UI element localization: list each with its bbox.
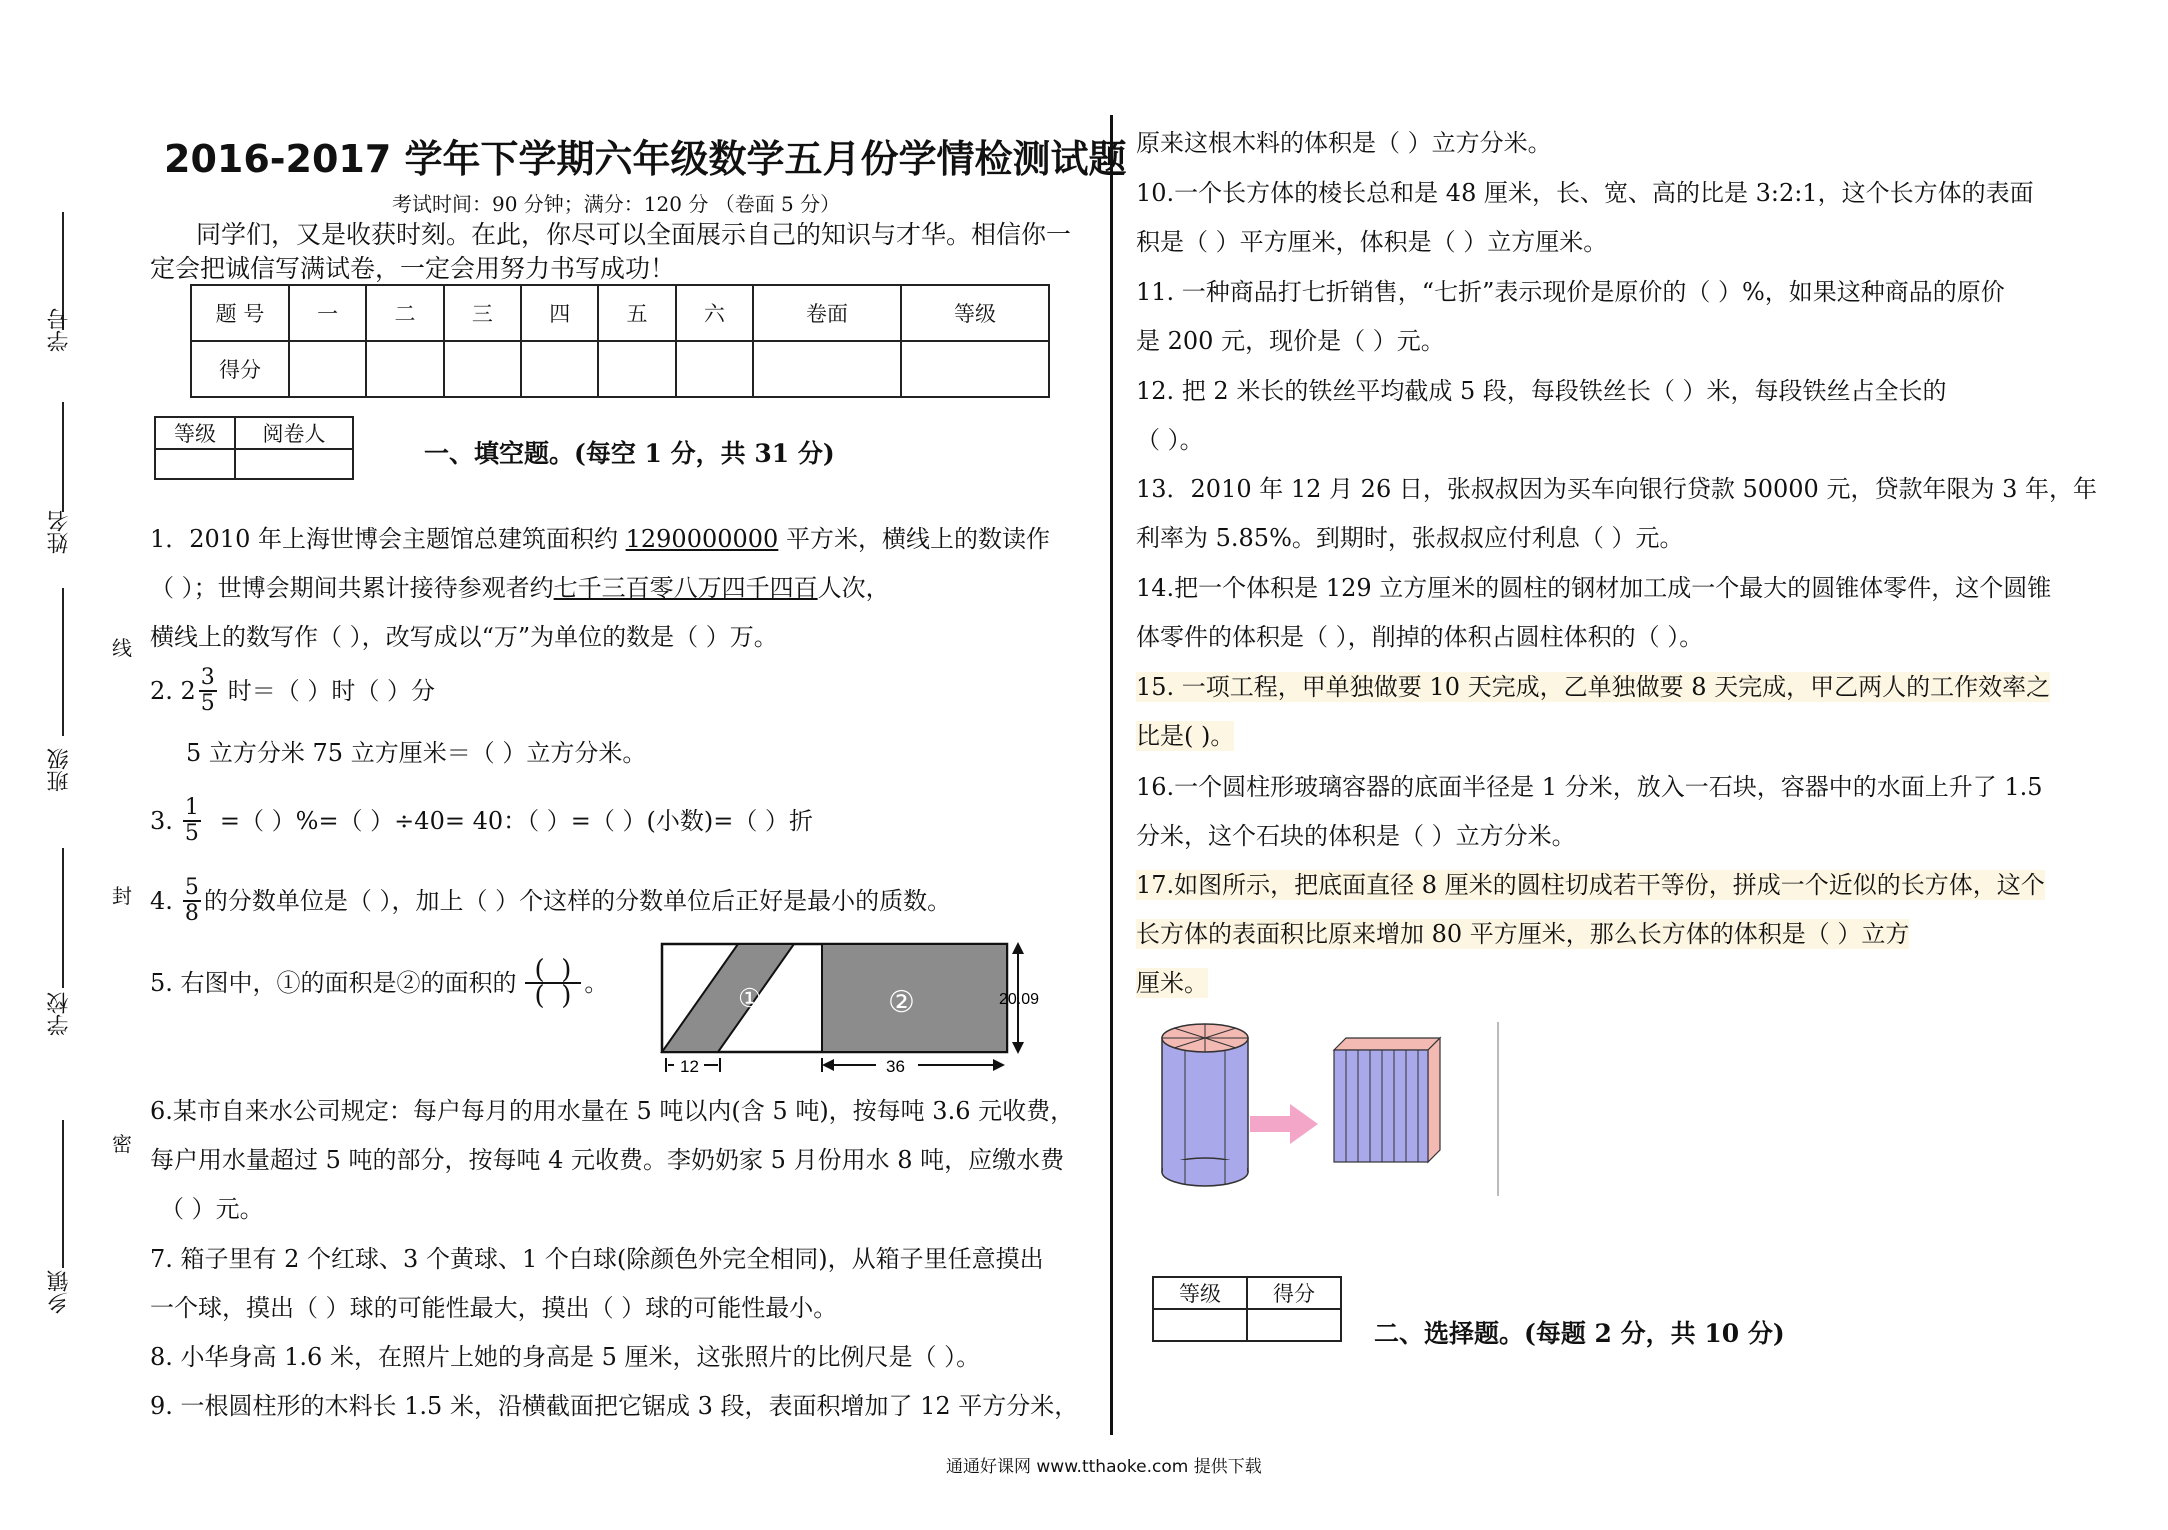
grader-table [154, 416, 354, 480]
q5-text-b: 。 [584, 969, 609, 997]
score-row-label: 得分 [191, 341, 289, 397]
question-1-line-1 [150, 524, 1050, 554]
q1-text-b: 平方米，横线上的数读作 [778, 525, 1050, 553]
score-grade-table [1152, 1276, 1342, 1342]
page-title: 2016-2017 学年下学期六年级数学五月份学情检测试题 [164, 137, 1127, 181]
q1-text-d: 人次， [817, 574, 890, 602]
q3-text-a: 3. [150, 807, 173, 835]
score-cell[interactable] [289, 341, 366, 397]
question-12-line-1: 12. 把 2 米长的铁丝平均截成 5 段，每段铁丝长（ ）米，每段铁丝占全长的 [1136, 377, 1947, 405]
table2-cell[interactable] [1153, 1309, 1247, 1341]
question-6-line-2: 每户用水量超过 5 吨的部分，按每吨 4 元收费。李奶奶家 5 月份用水 8 吨，应缴水费 [150, 1146, 1065, 1174]
school-line [62, 848, 64, 988]
q4-numerator: 5 [184, 875, 199, 900]
question-6-line-1: 6.某市自来水公司规定：每户每月的用水量在 5 吨以内(含 5 吨)，按每吨 3.6 元收费， [150, 1097, 1075, 1125]
score-header-4: 四 [521, 285, 598, 341]
question-2-line-1 [150, 666, 435, 716]
score-cell[interactable] [598, 341, 675, 397]
cylinder-body [1162, 1038, 1248, 1172]
q1-text-a: 1．2010 年上海世博会主题馆总建筑面积约 [150, 525, 626, 553]
score-header-3: 三 [444, 285, 521, 341]
question-13-line-2: 利率为 5.85%。到期时，张叔叔应付利息（ ）元。 [1136, 524, 1684, 552]
score-cell[interactable] [901, 341, 1049, 397]
q4-denominator: 8 [184, 901, 199, 926]
question-10-line-2: 积是（ ）平方厘米，体积是（ ）立方厘米。 [1136, 228, 1608, 256]
question-14-line-2: 体零件的体积是（ ），削掉的体积占圆柱体积的（ ）。 [1136, 623, 1704, 651]
q3-numerator: 1 [184, 795, 199, 820]
shape-2-label: ② [888, 985, 915, 1020]
q4-text-a: 4. [150, 887, 173, 915]
q2-fraction [199, 666, 217, 716]
seal-char-secret: 密 [112, 1132, 132, 1156]
table2-cell[interactable] [1247, 1309, 1341, 1341]
question-6-line-3: （ ）元。 [160, 1195, 264, 1223]
q3-fraction [183, 796, 201, 846]
grader-grade-label: 等级 [155, 417, 235, 449]
section-1-heading: 一、填空题。(每空 1 分，共 31 分) [424, 439, 835, 468]
grader-cell[interactable] [235, 449, 353, 479]
q4-text-b: 的分数单位是（ ），加上（ ）个这样的分数单位后正好是最小的质数。 [203, 887, 952, 915]
score-cell[interactable] [676, 341, 753, 397]
side-label-school: 学校 [47, 992, 72, 1036]
question-17-line-3: 厘米。 [1136, 969, 1208, 997]
q5-blank-fraction[interactable] [525, 955, 582, 1011]
footer-text: 通通好课网 www.tthaoke.com 提供下载 [946, 1457, 1262, 1477]
question-1-line-3: 横线上的数写作（ ），改写成以“万”为单位的数是（ ）万。 [150, 623, 778, 651]
question-16-line-1: 16.一个圆柱形玻璃容器的底面半径是 1 分米，放入一石块，容器中的水面上升了 1.5 [1136, 773, 2043, 801]
q2-numerator: 3 [200, 665, 215, 690]
seal-char-line: 线 [112, 636, 132, 660]
score-cell[interactable] [753, 341, 901, 397]
table2-score-label: 得分 [1247, 1277, 1341, 1309]
score-header-1: 一 [289, 285, 366, 341]
score-cell[interactable] [366, 341, 443, 397]
grader-name-label: 阅卷人 [235, 417, 353, 449]
height-arrow-head-top [1012, 942, 1024, 954]
side-label-town: 乡镇 [47, 1270, 72, 1314]
class-line [62, 588, 64, 736]
side-label-class: 班级 [47, 748, 72, 792]
q17-figure [1150, 1020, 1530, 1200]
q5-figure [656, 932, 1056, 1080]
q2-denominator: 5 [200, 691, 215, 716]
question-2-line-2: 5 立方分米 75 立方厘米＝（ ）立方分米。 [186, 739, 647, 767]
q2-text-a: 2. 2 [150, 677, 196, 705]
grader-cell[interactable] [155, 449, 235, 479]
intro-line-1: 同学们，又是收获时刻。在此，你尽可以全面展示自己的知识与才华。相信你一 [196, 220, 1072, 249]
question-7-line-1: 7. 箱子里有 2 个红球、3 个黄球、1 个白球(除颜色外完全相同)，从箱子里任意摸出 [150, 1245, 1044, 1273]
q3-text-b: =（ ）%=（ ）÷40= 40：（ ）=（ ）(小数)=（ ）折 [219, 807, 813, 835]
score-header-5: 五 [598, 285, 675, 341]
table2-grade-label: 等级 [1153, 1277, 1247, 1309]
q2-text-b: 时＝（ ）时（ ）分 [227, 677, 436, 705]
question-7-line-2: 一个球，摸出（ ）球的可能性最大，摸出（ ）球的可能性最小。 [150, 1294, 838, 1322]
question-13-line-1: 13．2010 年 12 月 26 日，张叔叔因为买车向银行贷款 50000 元，贷款年限为 3 年，年 [1136, 475, 2097, 503]
section-2-heading: 二、选择题。(每题 2 分，共 10 分) [1374, 1319, 1785, 1348]
question-12-line-2: （ ）。 [1136, 426, 1204, 454]
cuboid-front [1334, 1050, 1428, 1162]
q3-denominator: 5 [184, 821, 199, 846]
question-17-line-2: 长方体的表面积比原来增加 80 平方厘米，那么长方体的体积是（ ）立方 [1136, 920, 1910, 948]
side-label-name: 姓名 [47, 510, 72, 554]
width-label-12: 12 [680, 1057, 699, 1076]
transform-arrow [1250, 1104, 1318, 1144]
seal-char-seal: 封 [112, 884, 132, 908]
height-label: 20.09 [999, 991, 1040, 1008]
score-cell[interactable] [521, 341, 598, 397]
column-divider [1110, 115, 1113, 1435]
question-3 [150, 796, 813, 846]
height-arrow-head-bottom [1012, 1042, 1024, 1054]
q1-text-c: （ ）；世博会期间共累计接待参观者约 [150, 574, 554, 602]
name-line [62, 402, 64, 512]
question-1-line-2 [150, 573, 890, 603]
question-9-line-1: 9. 一根圆柱形的木料长 1.5 米，沿横截面把它锯成 3 段，表面积增加了 12 平方分米， [150, 1392, 1079, 1420]
score-header-2: 二 [366, 285, 443, 341]
q4-fraction [183, 876, 201, 926]
question-14-line-1: 14.把一个体积是 129 立方厘米的圆柱的钢材加工成一个最大的圆锥体零件，这个圆锥 [1136, 574, 2052, 602]
question-10-line-1: 10.一个长方体的棱长总和是 48 厘米，长、宽、高的比是 3:2:1，这个长方体的表面 [1136, 179, 2034, 207]
question-15-line-2: 比是( )。 [1136, 722, 1235, 750]
score-header-label: 题 号 [191, 285, 289, 341]
question-15-line-1: 15. 一项工程，甲单独做要 10 天完成，乙单独做要 8 天完成，甲乙两人的工作效率之 [1136, 673, 2051, 701]
score-table [190, 284, 1050, 398]
q5-text-a: 5. 右图中，①的面积是②的面积的 [150, 969, 517, 997]
question-8: 8. 小华身高 1.6 米，在照片上她的身高是 5 厘米，这张照片的比例尺是（ ）。 [150, 1343, 981, 1371]
cuboid-side [1428, 1038, 1440, 1162]
exam-info: 考试时间：90 分钟；满分：120 分 （卷面 5 分） [392, 192, 841, 216]
width-label-36: 36 [886, 1057, 905, 1076]
q5-denominator-blank[interactable]: ( ) [534, 981, 572, 1011]
question-4 [150, 876, 951, 926]
q1-words: 七千三百零八万四千四百 [553, 574, 818, 602]
side-label-id: 学号 [47, 308, 72, 352]
score-header-paper: 卷面 [753, 285, 901, 341]
question-11-line-1: 11. 一种商品打七折销售，“七折”表示现价是原价的（ ）%，如果这种商品的原价 [1136, 278, 2005, 306]
intro-line-2: 定会把诚信写满试卷，一定会用努力书写成功！ [150, 254, 676, 283]
parallelogram-shape-1 [662, 944, 794, 1052]
score-header-grade: 等级 [901, 285, 1049, 341]
question-16-line-2: 分米，这个石块的体积是（ ）立方分米。 [1136, 822, 1576, 850]
question-17-line-1: 17.如图所示，把底面直径 8 厘米的圆柱切成若干等份，拼成一个近似的长方体，这个 [1136, 871, 2045, 899]
question-9-line-2: 原来这根木料的体积是（ ）立方分米。 [1136, 129, 1552, 157]
cuboid-top [1334, 1038, 1440, 1050]
score-cell[interactable] [444, 341, 521, 397]
town-line [62, 1120, 64, 1268]
question-11-line-2: 是 200 元，现价是（ ）元。 [1136, 327, 1445, 355]
shape-1-label: ① [738, 984, 762, 1014]
score-header-6: 六 [676, 285, 753, 341]
q1-number: 1290000000 [625, 525, 779, 553]
q5-numerator-blank[interactable]: ( ) [525, 958, 582, 984]
question-5 [150, 955, 609, 1011]
